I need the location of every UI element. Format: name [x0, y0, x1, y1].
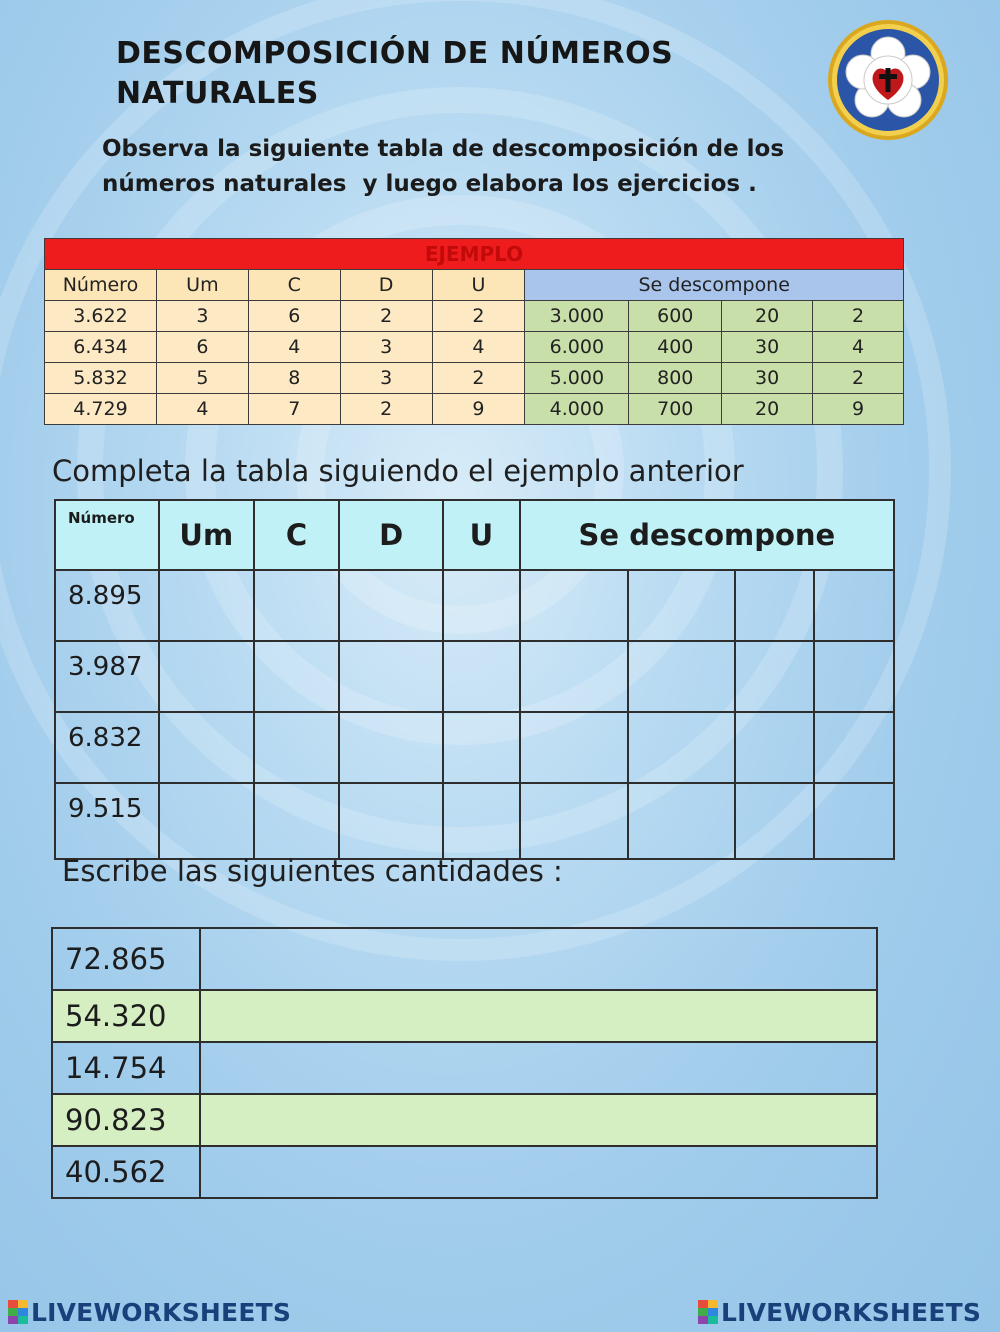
- liveworksheets-mark-icon: [8, 1300, 28, 1324]
- answer-input-u[interactable]: [444, 642, 519, 711]
- example-cell: 2: [340, 394, 432, 425]
- write-answer-input[interactable]: [201, 1095, 876, 1145]
- example-row: [45, 332, 904, 363]
- example-cell: 600: [629, 301, 722, 332]
- answer-input-d[interactable]: [340, 642, 442, 711]
- answer-input-u[interactable]: [444, 784, 519, 858]
- example-banner: EJEMPLO: [45, 239, 904, 270]
- answer-cell[interactable]: [735, 712, 814, 783]
- answer-input-u[interactable]: [444, 571, 519, 640]
- answer-cell[interactable]: [339, 570, 443, 641]
- answer-input-hundreds[interactable]: [629, 784, 735, 858]
- answer-cell[interactable]: [443, 570, 520, 641]
- answer-input-tens[interactable]: [736, 642, 813, 711]
- answer-cell[interactable]: [254, 570, 340, 641]
- answer-cell[interactable]: [159, 570, 254, 641]
- example-cell: 400: [629, 332, 722, 363]
- answer-cell[interactable]: [159, 783, 254, 859]
- complete-header-se-descompone: Se descompone: [520, 500, 894, 570]
- answer-input-c[interactable]: [255, 571, 339, 640]
- example-row: [45, 301, 904, 332]
- example-cell: 3: [340, 363, 432, 394]
- answer-input-hundreds[interactable]: [629, 642, 735, 711]
- example-cell: 30: [722, 332, 813, 363]
- answer-cell[interactable]: [339, 783, 443, 859]
- complete-number: 3.987: [55, 641, 159, 712]
- write-number: 90.823: [52, 1094, 200, 1146]
- example-cell: 3: [156, 301, 248, 332]
- write-row: [52, 1146, 877, 1198]
- answer-input-units[interactable]: [815, 571, 893, 640]
- answer-cell[interactable]: [735, 641, 814, 712]
- example-cell: 9: [813, 394, 904, 425]
- answer-cell[interactable]: [814, 570, 894, 641]
- complete-header-row: [55, 500, 894, 570]
- answer-cell[interactable]: [159, 712, 254, 783]
- write-row: [52, 928, 877, 990]
- write-row: [52, 1094, 877, 1146]
- example-cell: 6.000: [525, 332, 629, 363]
- write-number: 14.754: [52, 1042, 200, 1094]
- answer-input-d[interactable]: [340, 713, 442, 782]
- example-cell: 3: [340, 332, 432, 363]
- answer-cell[interactable]: [254, 641, 340, 712]
- example-cell: 20: [722, 394, 813, 425]
- answer-cell[interactable]: [628, 570, 736, 641]
- instructions-line-2: números naturales y luego elabora los ejercicios .: [102, 171, 757, 197]
- example-cell: 5.000: [525, 363, 629, 394]
- answer-input-tens[interactable]: [736, 784, 813, 858]
- write-row: [52, 1042, 877, 1094]
- example-cell: 700: [629, 394, 722, 425]
- answer-input-um[interactable]: [160, 571, 253, 640]
- liveworksheets-brand-text: LIVEWORKSHEETS: [31, 1297, 292, 1327]
- write-answer-input[interactable]: [201, 1147, 876, 1197]
- answer-cell[interactable]: [159, 641, 254, 712]
- write-answer-cell[interactable]: [200, 1042, 877, 1094]
- example-cell: 3.622: [45, 301, 157, 332]
- complete-number: 9.515: [55, 783, 159, 859]
- answer-cell[interactable]: [254, 712, 340, 783]
- example-header-numero: Número: [45, 270, 157, 301]
- complete-header-numero: Número: [55, 500, 159, 570]
- answer-input-d[interactable]: [340, 571, 442, 640]
- answer-input-tens[interactable]: [736, 713, 813, 782]
- example-cell: 8: [248, 363, 340, 394]
- liveworksheets-brand-text: LIVEWORKSHEETS: [721, 1297, 982, 1327]
- example-cell: 4: [432, 332, 525, 363]
- write-answer-input[interactable]: [201, 929, 876, 989]
- answer-input-thousands[interactable]: [521, 713, 627, 782]
- answer-input-c[interactable]: [255, 784, 339, 858]
- answer-input-units[interactable]: [815, 713, 893, 782]
- example-cell: 4: [248, 332, 340, 363]
- write-row: [52, 990, 877, 1042]
- complete-header-d: D: [339, 500, 443, 570]
- example-cell: 7: [248, 394, 340, 425]
- example-cell: 2: [340, 301, 432, 332]
- complete-instruction: Completa la tabla siguiendo el ejemplo anterior: [52, 454, 744, 488]
- answer-cell[interactable]: [520, 783, 628, 859]
- answer-cell[interactable]: [443, 783, 520, 859]
- liveworksheets-mark-icon: [698, 1300, 718, 1324]
- write-answer-cell[interactable]: [200, 1094, 877, 1146]
- write-table: [51, 927, 878, 1199]
- example-cell: 5.832: [45, 363, 157, 394]
- write-instruction: Escribe las siguientes cantidades :: [62, 854, 563, 888]
- write-number: 54.320: [52, 990, 200, 1042]
- liveworksheets-logo-left[interactable]: [8, 1296, 291, 1328]
- example-cell: 30: [722, 363, 813, 394]
- answer-cell[interactable]: [339, 712, 443, 783]
- example-header-row: [45, 270, 904, 301]
- write-answer-input[interactable]: [201, 991, 876, 1041]
- example-header-c: C: [248, 270, 340, 301]
- example-table: [44, 238, 904, 425]
- example-cell: 9: [432, 394, 525, 425]
- answer-input-u[interactable]: [444, 713, 519, 782]
- answer-input-units[interactable]: [815, 784, 893, 858]
- example-cell: 2: [432, 301, 525, 332]
- write-answer-cell[interactable]: [200, 928, 877, 990]
- answer-cell[interactable]: [735, 783, 814, 859]
- complete-row: [55, 712, 894, 783]
- answer-input-um[interactable]: [160, 713, 253, 782]
- complete-row: [55, 570, 894, 641]
- answer-input-um[interactable]: [160, 642, 253, 711]
- example-cell: 2: [813, 363, 904, 394]
- answer-input-thousands[interactable]: [521, 642, 627, 711]
- complete-number: 8.895: [55, 570, 159, 641]
- example-cell: 3.000: [525, 301, 629, 332]
- complete-row: [55, 641, 894, 712]
- complete-row: [55, 783, 894, 859]
- write-number: 40.562: [52, 1146, 200, 1198]
- answer-input-d[interactable]: [340, 784, 442, 858]
- answer-input-c[interactable]: [255, 642, 339, 711]
- answer-cell[interactable]: [254, 783, 340, 859]
- answer-cell[interactable]: [814, 712, 894, 783]
- answer-cell[interactable]: [814, 783, 894, 859]
- liveworksheets-logo-right[interactable]: [698, 1296, 981, 1328]
- answer-input-hundreds[interactable]: [629, 713, 735, 782]
- answer-cell[interactable]: [520, 641, 628, 712]
- example-cell: 4.729: [45, 394, 157, 425]
- write-answer-cell[interactable]: [200, 990, 877, 1042]
- answer-cell[interactable]: [628, 712, 736, 783]
- answer-input-thousands[interactable]: [521, 571, 627, 640]
- answer-cell[interactable]: [339, 641, 443, 712]
- example-cell: 6: [156, 332, 248, 363]
- example-row: [45, 394, 904, 425]
- example-header-u: U: [432, 270, 525, 301]
- example-cell: 2: [813, 301, 904, 332]
- answer-input-c[interactable]: [255, 713, 339, 782]
- answer-input-um[interactable]: [160, 784, 253, 858]
- answer-input-tens[interactable]: [736, 571, 813, 640]
- complete-header-u: U: [443, 500, 520, 570]
- example-header-um: Um: [156, 270, 248, 301]
- example-cell: 4.000: [525, 394, 629, 425]
- write-number: 72.865: [52, 928, 200, 990]
- answer-input-units[interactable]: [815, 642, 893, 711]
- answer-cell[interactable]: [628, 783, 736, 859]
- example-cell: 20: [722, 301, 813, 332]
- page-title: DESCOMPOSICIÓN DE NÚMEROS NATURALES: [116, 36, 674, 111]
- answer-cell[interactable]: [628, 641, 736, 712]
- answer-cell[interactable]: [814, 641, 894, 712]
- example-row: [45, 363, 904, 394]
- complete-number: 6.832: [55, 712, 159, 783]
- write-answer-cell[interactable]: [200, 1146, 877, 1198]
- complete-header-c: C: [254, 500, 340, 570]
- instructions: [102, 132, 882, 202]
- example-cell: 6: [248, 301, 340, 332]
- complete-header-um: Um: [159, 500, 254, 570]
- answer-input-thousands[interactable]: [521, 784, 627, 858]
- luther-rose-logo: [826, 18, 950, 142]
- answer-cell[interactable]: [443, 641, 520, 712]
- answer-cell[interactable]: [443, 712, 520, 783]
- write-answer-input[interactable]: [201, 1043, 876, 1093]
- complete-table: [54, 499, 895, 860]
- example-cell: 2: [432, 363, 525, 394]
- example-cell: 5: [156, 363, 248, 394]
- instructions-line-1: Observa la siguiente tabla de descomposición de los: [102, 136, 785, 162]
- example-cell: 4: [813, 332, 904, 363]
- example-cell: 800: [629, 363, 722, 394]
- answer-cell[interactable]: [735, 570, 814, 641]
- answer-input-hundreds[interactable]: [629, 571, 735, 640]
- answer-cell[interactable]: [520, 570, 628, 641]
- example-cell: 6.434: [45, 332, 157, 363]
- example-header-d: D: [340, 270, 432, 301]
- answer-cell[interactable]: [520, 712, 628, 783]
- example-cell: 4: [156, 394, 248, 425]
- example-header-se-descompone: Se descompone: [525, 270, 904, 301]
